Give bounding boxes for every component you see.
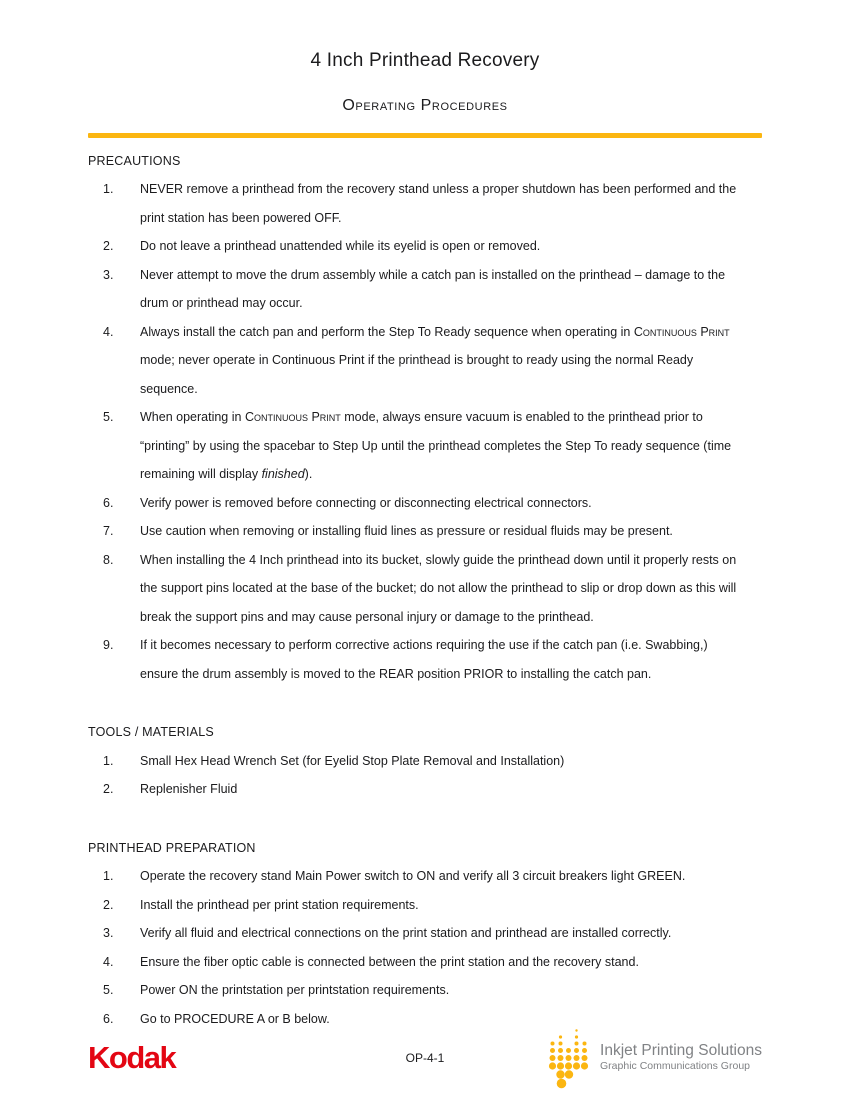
inkjet-printing-solutions-logo bbox=[548, 1026, 762, 1089]
list-item bbox=[88, 919, 762, 948]
item-number: 6. bbox=[103, 495, 114, 510]
list-item bbox=[88, 232, 762, 261]
list-item bbox=[88, 175, 762, 232]
page-subtitle: Operating Procedures bbox=[342, 96, 508, 114]
section-tools-materials bbox=[88, 718, 762, 804]
list-item bbox=[88, 631, 762, 688]
list-item bbox=[88, 318, 762, 404]
item-text: Verify power is removed before connecting or disconnecting electrical connectors. bbox=[140, 495, 592, 510]
item-text: Replenisher Fluid bbox=[140, 782, 238, 797]
list-item bbox=[88, 261, 762, 318]
item-text: NEVER remove a printhead from the recovery stand unless a proper shutdown has been performed and the print station has been powered OFF. bbox=[140, 182, 737, 225]
item-text: Power ON the printstation per printstation requirements. bbox=[140, 983, 450, 998]
list-item bbox=[88, 891, 762, 920]
item-number: 2. bbox=[103, 239, 114, 254]
item-text: Use caution when removing or installing fluid lines as pressure or residual fluids may be present. bbox=[140, 524, 673, 539]
page-number: OP-4-1 bbox=[405, 1050, 445, 1065]
item-number: 9. bbox=[103, 638, 114, 653]
list-item bbox=[88, 517, 762, 546]
item-number: 7. bbox=[103, 524, 114, 539]
list-item bbox=[88, 976, 762, 1005]
item-number: 1. bbox=[103, 753, 114, 768]
ips-subtitle: Graphic Communications Group bbox=[600, 1059, 750, 1072]
preparation-heading: PRINTHEAD PREPARATION bbox=[88, 840, 256, 855]
tools-list bbox=[88, 747, 762, 804]
precautions-heading: PRECAUTIONS bbox=[88, 153, 181, 168]
section-printhead-preparation bbox=[88, 834, 762, 1034]
ips-title: Inkjet Printing Solutions bbox=[600, 1041, 762, 1059]
list-item bbox=[88, 948, 762, 977]
item-text: Go to PROCEDURE A or B below. bbox=[140, 1011, 330, 1026]
item-text: Verify all fluid and electrical connections on the print station and printhead are installed correctly. bbox=[140, 926, 672, 941]
item-text: Operate the recovery stand Main Power switch to ON and verify all 3 circuit breakers light GREEN. bbox=[140, 869, 686, 884]
list-item bbox=[88, 489, 762, 518]
list-item bbox=[88, 775, 762, 804]
item-number: 4. bbox=[103, 324, 114, 339]
precautions-list bbox=[88, 175, 762, 688]
page-title: 4 Inch Printhead Recovery bbox=[310, 50, 540, 71]
item-number: 3. bbox=[103, 926, 114, 941]
item-number: 1. bbox=[103, 182, 114, 197]
list-item bbox=[88, 747, 762, 776]
item-number: 6. bbox=[103, 1011, 114, 1026]
preparation-list bbox=[88, 862, 762, 1033]
item-text: Small Hex Head Wrench Set (for Eyelid Stop Plate Removal and Installation) bbox=[140, 753, 565, 768]
list-item bbox=[88, 546, 762, 632]
list-item bbox=[88, 862, 762, 891]
item-text: If it becomes necessary to perform corrective actions requiring the use if the catch pan (i.e. Swabbing,) ensure the drum assembly is moved to the REAR position PRIOR to installing the catch pan. bbox=[140, 638, 708, 681]
section-precautions bbox=[88, 147, 762, 689]
item-number: 8. bbox=[103, 552, 114, 567]
list-item bbox=[88, 403, 762, 489]
page-footer bbox=[88, 1026, 762, 1089]
item-text: Install the printhead per print station requirements. bbox=[140, 897, 419, 912]
item-number: 4. bbox=[103, 954, 114, 969]
item-number: 1. bbox=[103, 869, 114, 884]
item-number: 5. bbox=[103, 983, 114, 998]
item-text: Do not leave a printhead unattended while its eyelid is open or removed. bbox=[140, 239, 541, 254]
title-divider bbox=[88, 133, 762, 138]
item-number: 3. bbox=[103, 267, 114, 282]
kodak-logo: Kodak bbox=[88, 1039, 176, 1075]
item-text: When installing the 4 Inch printhead into its bucket, slowly guide the printhead down until it properly rests on the support pins located at the base of the bucket; do not allow the printhead to slip or drop down as this will break the support pins and may cause personal injury or damage to the printhead. bbox=[140, 552, 737, 624]
ips-text-block bbox=[600, 1042, 762, 1073]
item-number: 5. bbox=[103, 410, 114, 425]
item-text: Never attempt to move the drum assembly while a catch pan is installed on the printhead – damage to the drum or printhead may occur. bbox=[140, 267, 726, 311]
tools-heading: TOOLS / MATERIALS bbox=[88, 725, 214, 740]
item-number: 2. bbox=[103, 897, 114, 912]
item-text: When operating in Continuous Print mode, always ensure vacuum is enabled to the printhead prior to “printing” by using the spacebar to Step Up until the printhead completes the Step To ready sequence (time remaining will display finished). bbox=[140, 410, 732, 482]
item-number: 2. bbox=[103, 782, 114, 797]
item-text: Always install the catch pan and perform the Step To Ready sequence when operating in Continuous Print mode; never operate in Continuous Print if the printhead is brought to ready using the normal Ready sequence. bbox=[140, 324, 730, 396]
item-text: Ensure the fiber optic cable is connected between the print station and the recovery stand. bbox=[140, 954, 639, 969]
ink-dots-icon bbox=[548, 1026, 590, 1089]
